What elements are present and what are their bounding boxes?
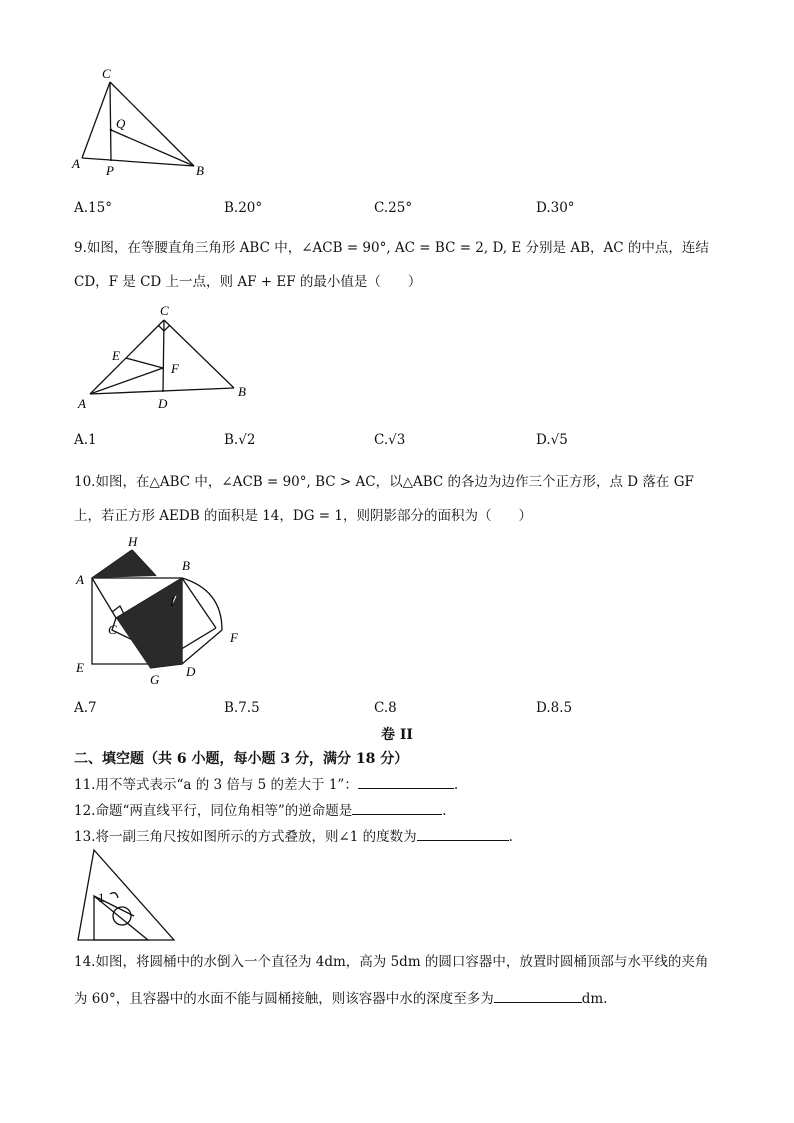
q12-answer-blank[interactable] [352,800,442,815]
q11-text: 11.用不等式表示“a 的 3 倍与 5 的差大于 1”： [74,777,358,793]
q12-text: 12.命题“两直线平行，同位角相等”的逆命题是 [74,803,353,819]
q10-option-d[interactable]: D.8.5 [536,700,573,716]
q14-text-line2a: 为 60°，且容器中的水面不能与圆桶接触，则该容器中水的深度至多为 [74,991,494,1007]
q8-option-a[interactable]: A.15° [74,200,112,216]
q10-label-e: E [76,660,84,675]
q10-option-c[interactable]: C.8 [374,700,397,716]
q11-row [74,774,458,795]
q8-option-b[interactable]: B.20° [224,200,263,216]
q8-label-p: P [106,163,114,178]
q13-figure [74,846,184,946]
q9-figure [74,300,264,412]
q9-option-b[interactable]: B.√2 [224,432,256,448]
q8-label-a: A [72,156,80,171]
q10-label-c: C [108,622,117,637]
q10-text-line2: 上，若正方形 AEDB 的面积是 14，DG = 1，则阴影部分的面积为（ ） [74,508,532,524]
q10-label-d: D [186,664,196,679]
q9-option-d[interactable]: D.√5 [536,432,568,448]
q9-option-a[interactable]: A.1 [74,432,97,448]
q11-answer-blank[interactable] [358,774,454,789]
q10-label-a: A [76,572,84,587]
q12-row [74,800,447,821]
q8-label-q: Q [116,116,126,131]
q9-text-line1: 9.如图，在等腰直角三角形 ABC 中，∠ACB = 90°, AC = BC = 2, D, E 分别是 AB，AC 的中点，连结 [74,240,709,256]
q13-row [74,826,513,847]
q8-figure [66,68,216,180]
q10-figure [72,530,262,690]
q14-text-line1: 14.如图，将圆桶中的水倒入一个直径为 4dm，高为 5dm 的圆口容器中，放置时圆桶顶部与水平线的夹角 [74,954,709,970]
q13-answer-blank[interactable] [417,826,509,841]
q9-label-a: A [78,396,86,411]
q10-label-g: G [150,672,160,687]
q8-option-c[interactable]: C.25° [374,200,413,216]
q10-label-h: H [128,534,138,549]
q8-label-c: C [102,68,111,81]
q10-option-a[interactable]: A.7 [74,700,97,716]
q13-angle-label: 1 [98,890,105,905]
section2-header: 二、填空题（共 6 小题，每小题 3 分，满分 18 分） [74,751,409,767]
q9-option-c[interactable]: C.√3 [374,432,406,448]
part2-title: 卷 II [381,727,413,743]
q10-text-line1: 10.如图，在△ABC 中，∠ACB = 90°, BC > AC，以△ABC 的各边为边作三个正方形，点 D 落在 GF [74,474,694,490]
q9-label-b: B [238,384,246,399]
q8-label-b: B [196,163,204,178]
q9-label-c: C [160,303,169,318]
q13-text: 13.将一副三角尺按如图所示的方式叠放，则∠1 的度数为 [74,829,417,845]
q9-label-f: F [171,361,179,376]
q9-label-e: E [112,348,120,363]
q8-option-d[interactable]: D.30° [536,200,575,216]
q10-label-f: F [230,630,238,645]
q12-end: . [442,803,447,819]
q13-end: . [508,829,513,845]
q10-label-b: B [182,558,190,573]
q14-text-line2b: dm. [581,991,608,1007]
q9-text-line2: CD，F 是 CD 上一点，则 AF + EF 的最小值是（ ） [74,274,422,290]
q10-option-b[interactable]: B.7.5 [224,700,260,716]
q10-label-i: I [170,594,175,609]
q14-answer-blank[interactable] [494,988,582,1003]
q9-label-d: D [158,396,168,411]
q11-end: . [453,777,459,793]
q14-row2 [74,988,607,1009]
